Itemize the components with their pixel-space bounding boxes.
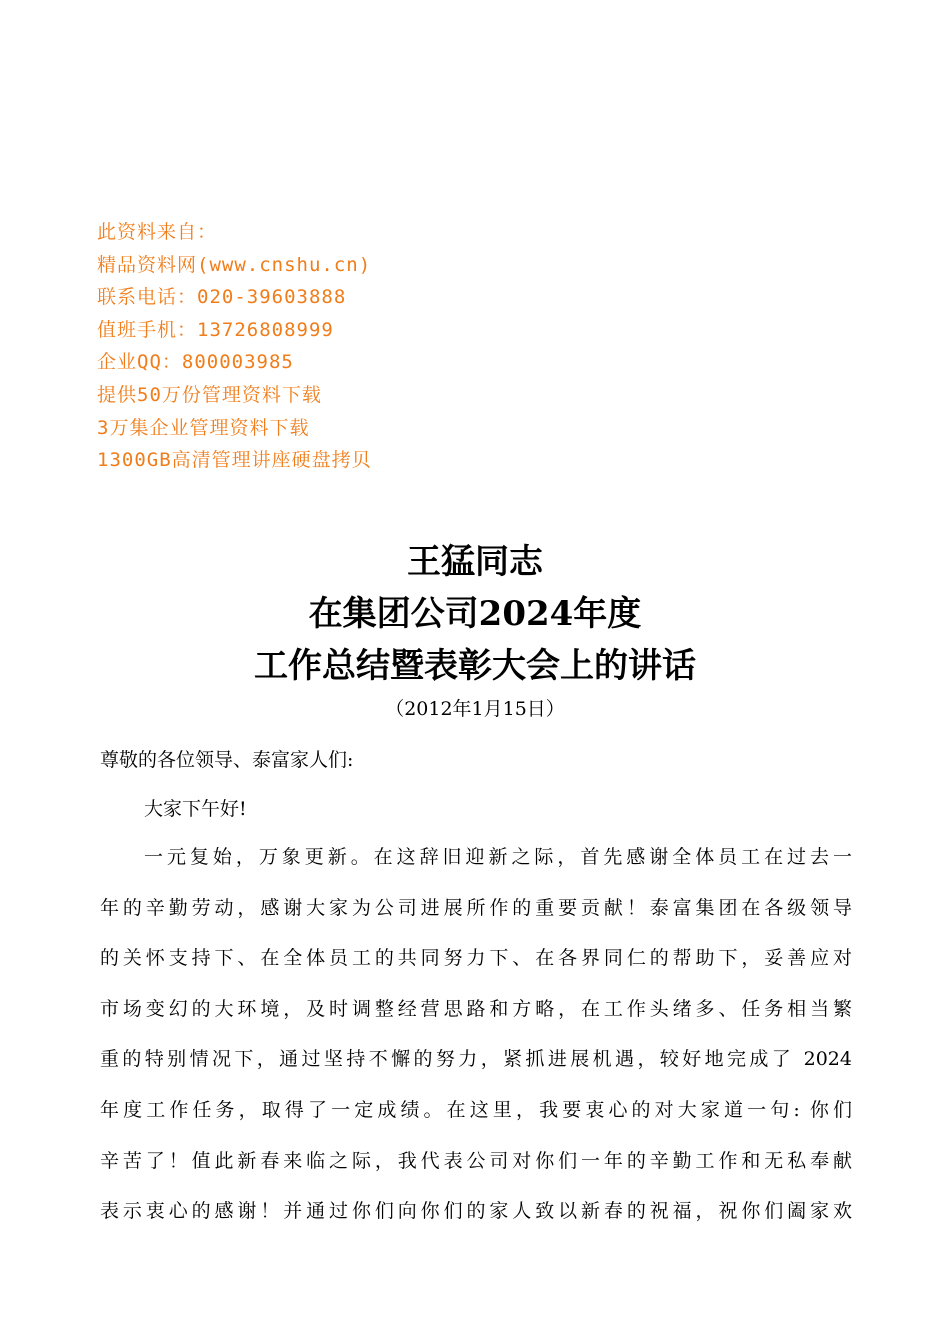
- paragraph-line: 市场变幻的大环境，及时调整经营思路和方略，在工作头绪多、任务相当繁: [100, 997, 852, 1020]
- paragraph-line: 表示衷心的感谢！并通过你们向你们的家人致以新春的祝福，祝你们阖家欢: [100, 1200, 852, 1223]
- speech-title-line: 工作总结暨表彰大会上的讲话: [254, 646, 696, 686]
- speech-title-block: [0, 536, 950, 724]
- paragraph-line: 年的辛勤劳动，感谢大家为公司进展所作的重要贡献！泰富集团在各级领导: [100, 896, 852, 919]
- paragraph-line: 辛苦了！值此新春来临之际，我代表公司对你们一年的辛勤工作和无私奉献: [100, 1149, 852, 1172]
- paragraph-line: 年度工作任务，取得了一定成绩。在这里，我要衷心的对大家道一句: 你们: [100, 1098, 852, 1121]
- paragraph-line: 重的特别情况下，通过坚持不懈的努力，紧抓进展机遇，较好地完成了 2024: [100, 1048, 852, 1071]
- speech-title-line: 在集团公司2024年度: [308, 594, 642, 634]
- paragraph-line: 一元复始，万象更新。在这辞旧迎新之际，首先感谢全体员工在过去一: [144, 846, 852, 868]
- source-info-line: 提供50万份管理资料下载: [97, 383, 322, 406]
- source-info-line: 值班手机：13726808999: [97, 318, 334, 341]
- source-info-line: 联系电话：020-39603888: [97, 286, 347, 309]
- source-info-line: 企业QQ：800003985: [97, 351, 294, 374]
- greeting: 大家下午好!: [144, 798, 247, 820]
- speech-date: （2012年1月15日）: [385, 698, 565, 720]
- salutation: 尊敬的各位领导、泰富家人们:: [100, 749, 354, 771]
- source-info-line: 此资料来自：: [97, 221, 218, 243]
- source-info-block: [97, 216, 697, 477]
- paragraph-line: 的关怀支持下、在全体员工的共同努力下、在各界同仁的帮助下，妥善应对: [100, 947, 852, 970]
- source-info-line: 1300GB高清管理讲座硬盘拷贝: [97, 449, 372, 472]
- source-info-line: 3万集企业管理资料下载: [97, 416, 310, 439]
- source-info-line: 精品资料网(www.cnshu.cn): [97, 253, 372, 276]
- speech-title-line: 王猛同志: [407, 542, 543, 582]
- body-paragraph: [100, 832, 852, 1237]
- speech-body: [100, 741, 852, 1237]
